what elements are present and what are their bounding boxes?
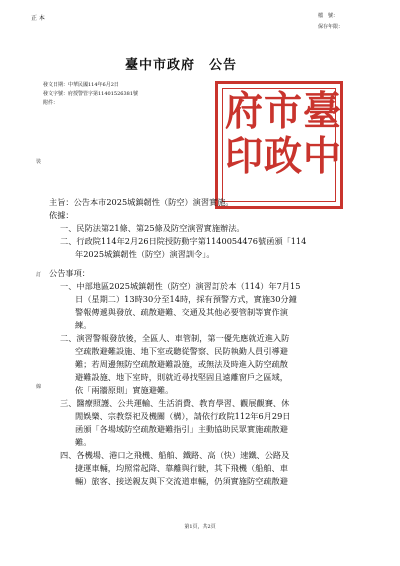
basis-line-1: 一、民防法第21條、第25條及防空演習實施辦法。 [60, 223, 245, 233]
document-title: 臺中市政府 公告 [125, 58, 238, 73]
items-label: 公告事項： [49, 268, 90, 278]
seal-char-2: 中 [303, 131, 342, 180]
item-line-11: 閒娛樂、宗教祭祀及機關（構），請依行政院112年6月29日 [75, 411, 291, 421]
item-line-13: 難。 [75, 437, 92, 447]
retention-label: 保存年限： [318, 24, 344, 30]
subject-line: 主旨：公告本市2025城鎮韌性（防空）演習實施。 [49, 197, 234, 207]
item-line-6: 空疏散避難設施、地下室或聽從警察、民防執勤人員引導避 [75, 346, 288, 356]
item-line-5: 二、演習警報發放後，全區人、車管制，第一優先應就近進入防 [60, 333, 290, 343]
item-line-9: 依「兩牆原則」實施避難。 [75, 385, 174, 395]
item-line-15: 捷運車輛，均照常起降、靠離與行駛，其下飛機（船舶、車 [75, 463, 288, 473]
binding-mark-2: 訂 [36, 272, 42, 278]
basis-label: 依據： [49, 210, 74, 220]
copy-type-label: 正 本 [31, 15, 45, 22]
item-line-3: 警報傳遞與發放、疏散避難、交通及其他必要管制等實作演 [75, 307, 288, 317]
file-number-label: 檔 號： [318, 13, 339, 19]
item-line-2: 日（星期二）13時30分至14時，採有預警方式，實施30分鐘 [75, 294, 297, 304]
basis-line-3: 年2025城鎮韌性（防空）演習訓令」。 [75, 249, 215, 259]
binding-mark-1: 裝 [36, 159, 42, 165]
basis-line-2: 二、行政院114年2月26日院授防動字第1140054476號函頒「114 [60, 236, 307, 246]
page-footer: 第1頁，共2頁 [184, 524, 216, 530]
item-line-10: 三、醫療照護、公共運輸、生活消費、教育學習、觀展觀賽、休 [60, 398, 290, 408]
seal-char-6: 印 [225, 131, 264, 180]
government-seal [215, 81, 343, 209]
item-line-4: 練。 [75, 320, 92, 330]
seal-char-5: 府 [225, 86, 264, 135]
issue-date: 發文日期：中華民國114年6月2日 [43, 82, 119, 88]
seal-char-3: 市 [264, 86, 303, 135]
attachment: 附件： [43, 100, 59, 106]
seal-char-1: 臺 [303, 86, 342, 135]
seal-char-4: 政 [264, 131, 303, 180]
item-line-1: 一、中部地區2025城鎮韌性（防空）演習訂於本（114）年7月15 [60, 281, 301, 291]
issue-number: 發文字號：府授警管字第11401526381號 [43, 91, 138, 97]
item-line-14: 四、各機場、港口之飛機、船舶、鐵路、高（快）速鐵、公路及 [60, 450, 290, 460]
binding-mark-3: 線 [36, 384, 42, 390]
item-line-16: 輛）旅客、接送親友與下交流道車輛，仍須實施防空疏散避 [75, 476, 288, 486]
item-line-12: 函頒「各場域防空疏散避難指引」主動協助民眾實施疏散避 [75, 424, 288, 434]
item-line-8: 避難設施、地下室時，則就近尋找堅固且遠離窗戶之區域， [75, 372, 288, 382]
item-line-7: 難；若周邊無防空疏散避難設施，或無法及時進入防空疏散 [75, 359, 288, 369]
